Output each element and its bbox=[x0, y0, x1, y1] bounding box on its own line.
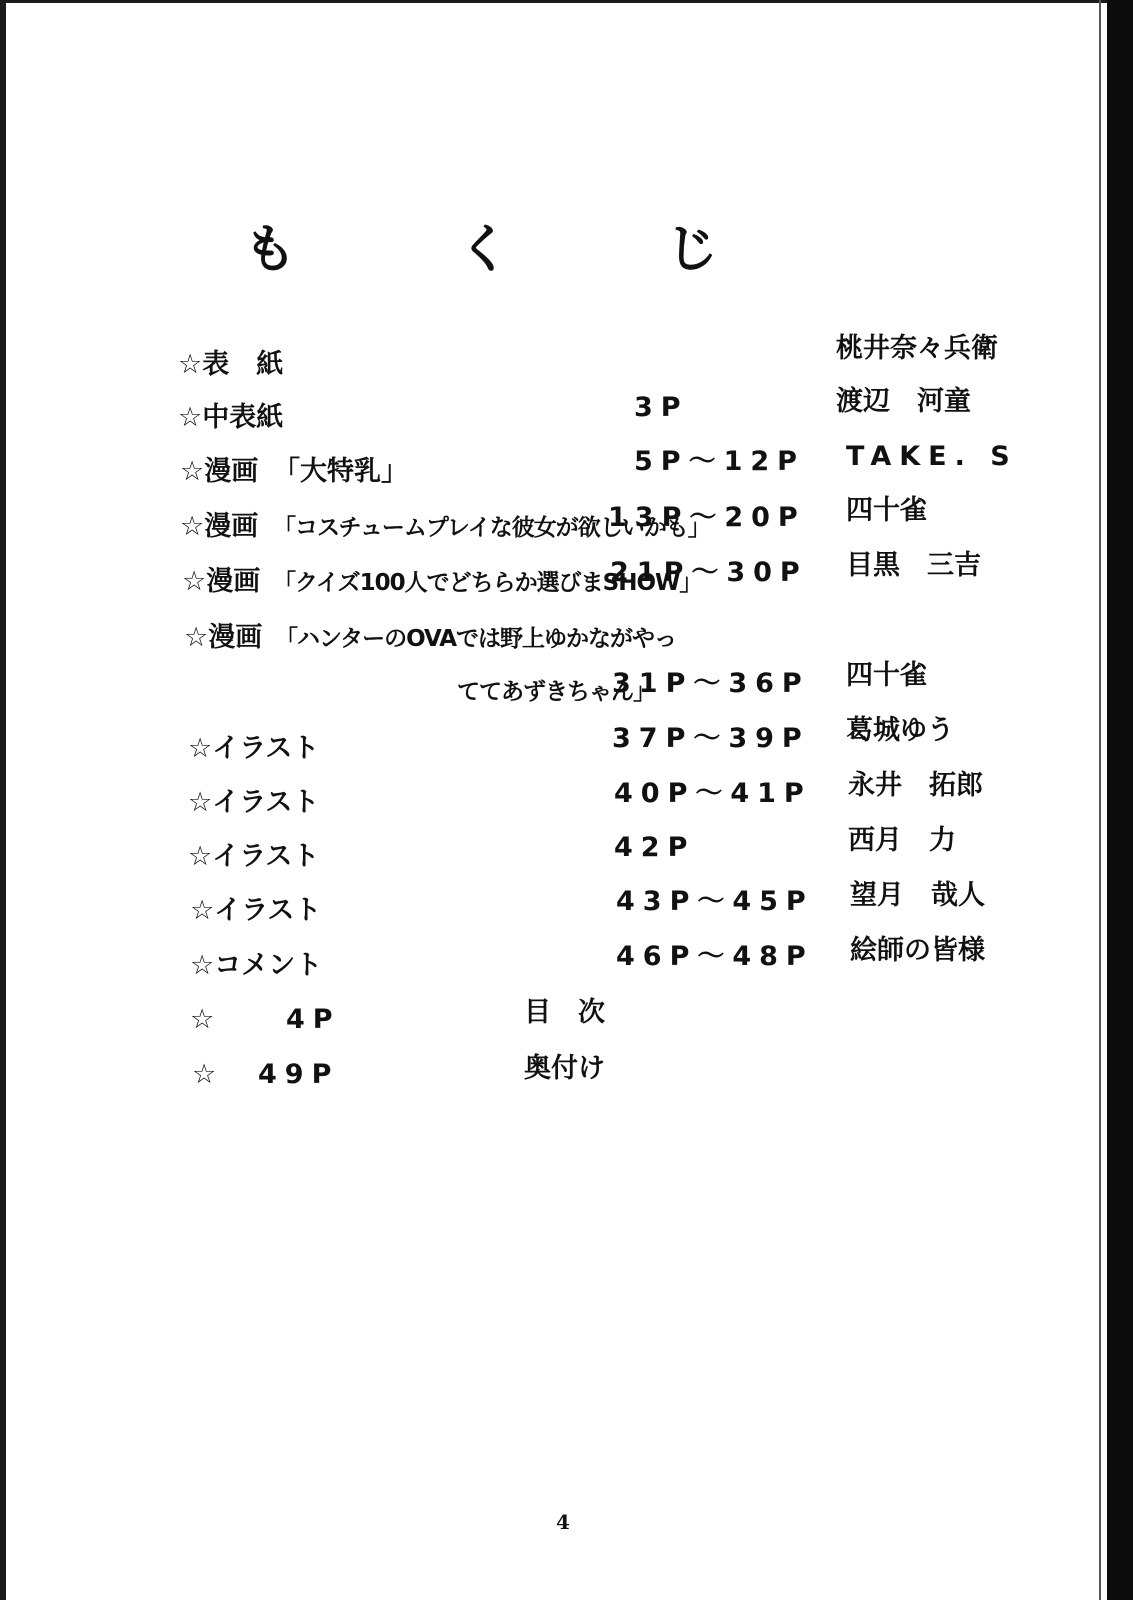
entry-author: 永井 拓郎 bbox=[848, 770, 983, 801]
entry-pages: 49P bbox=[258, 1059, 340, 1090]
entry-pages: 3P bbox=[634, 392, 689, 423]
entry-author: 葛城ゆう bbox=[846, 715, 954, 746]
entry-pages: 46P～48P bbox=[616, 941, 814, 972]
entry-item: ☆漫画 bbox=[180, 456, 259, 487]
scan-edge-right bbox=[1107, 0, 1133, 1600]
entry-author: 桃井奈々兵衛 bbox=[836, 333, 998, 364]
entry-pages: 31P～36P bbox=[612, 668, 810, 699]
entry-item: ☆イラスト bbox=[188, 787, 320, 818]
entry-item: ☆イラスト bbox=[190, 895, 322, 926]
entry-label: 奥付け bbox=[524, 1053, 605, 1084]
entry-pages: 5P～12P bbox=[634, 446, 805, 477]
entry-author: TAKE. S bbox=[846, 441, 1018, 472]
scan-edge-right-line bbox=[1099, 0, 1101, 1600]
entry-item: ☆漫画 bbox=[182, 566, 261, 597]
scan-edge-top bbox=[0, 0, 1133, 3]
scan-edge-left bbox=[0, 0, 6, 1600]
entry-author: 渡辺 河童 bbox=[836, 386, 971, 417]
entry-item: ☆イラスト bbox=[188, 841, 320, 872]
page-number: 4 bbox=[556, 1510, 570, 1534]
entry-author: 四十雀 bbox=[846, 660, 927, 691]
entry-author: 四十雀 bbox=[846, 495, 927, 526]
entry-title: 「ハンターのOVAでは野上ゆかながやっ bbox=[275, 626, 677, 652]
entry-author: 西月 力 bbox=[848, 825, 956, 856]
entry-author: 目黒 三吉 bbox=[846, 550, 981, 581]
entry-item: ☆イラスト bbox=[188, 733, 320, 764]
entry-title-continued: ててあずきちゃん」 bbox=[457, 679, 655, 705]
entry-title: 「クイズ100人でどちらか選びまSHOW」 bbox=[273, 570, 702, 596]
entry-pages: 4P bbox=[286, 1004, 341, 1035]
entry-item: ☆表 紙 bbox=[178, 349, 284, 380]
heading-char-3: じ bbox=[666, 220, 719, 280]
entry-pages: 21P～30P bbox=[610, 557, 808, 588]
entry-title: 「大特乳」 bbox=[273, 456, 408, 487]
entry-star: ☆ bbox=[192, 1059, 217, 1090]
heading-char-2: く bbox=[458, 220, 511, 280]
entry-author: 望月 哉人 bbox=[850, 880, 985, 911]
entry-item: ☆中表紙 bbox=[178, 402, 284, 433]
entry-title: 「コスチュームプレイな彼女が欲しいかも」 bbox=[273, 515, 710, 541]
entry-item: ☆コメント bbox=[190, 950, 323, 981]
entry-author: 絵師の皆様 bbox=[850, 935, 985, 966]
entry-item: ☆漫画 bbox=[184, 622, 263, 653]
entry-pages: 42P bbox=[614, 832, 696, 863]
heading-char-1: も bbox=[244, 220, 297, 280]
entry-label: 目 次 bbox=[524, 997, 605, 1028]
entry-star: ☆ bbox=[190, 1004, 215, 1035]
entry-item: ☆漫画 bbox=[180, 511, 259, 542]
entry-pages: 13P～20P bbox=[608, 502, 806, 533]
entry-pages: 40P～41P bbox=[614, 778, 812, 809]
entry-pages: 43P～45P bbox=[616, 886, 814, 917]
entry-pages: 37P～39P bbox=[612, 723, 810, 754]
